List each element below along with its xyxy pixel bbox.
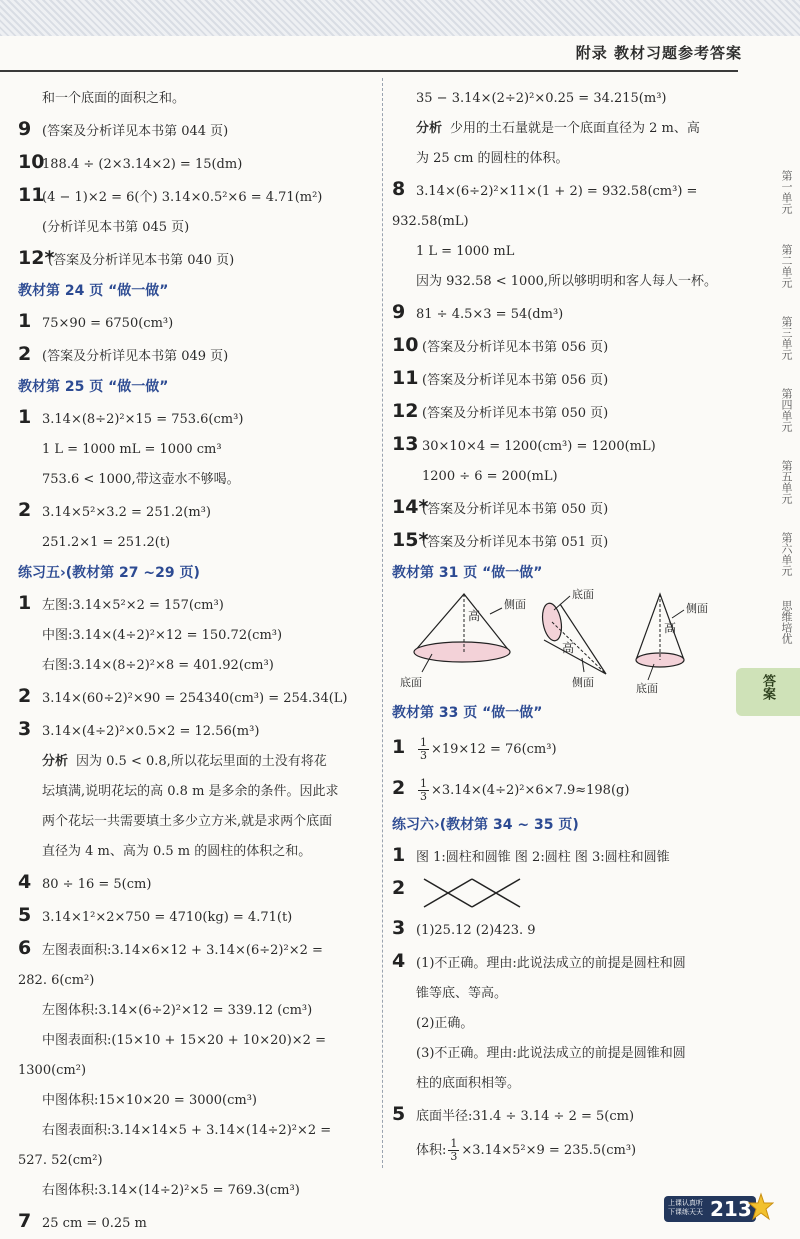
item-number: 1	[18, 406, 32, 428]
item-number: 11	[18, 184, 45, 206]
item-number: 13	[392, 433, 419, 455]
item-number: 12*	[18, 247, 55, 269]
label-cemian: 侧面	[504, 598, 526, 611]
analysis-label: 分析	[42, 754, 69, 769]
slogan-line: 下课练天天	[668, 1208, 703, 1216]
answer-text: 图 1:圆柱和圆锥 图 2:圆柱 图 3:圆柱和圆锥	[416, 850, 670, 865]
answer-ex5-7	[18, 1206, 374, 1239]
answer-text: ×19×12 = 76(cm³)	[431, 742, 557, 757]
item-number: 1	[392, 736, 406, 758]
fraction-numerator: 1	[420, 736, 427, 749]
item-number: 1	[392, 844, 406, 866]
page-number: 213	[710, 1197, 752, 1221]
item-number: 2	[18, 343, 32, 365]
item-number: 3	[18, 718, 32, 740]
answer-ex5-1	[18, 588, 374, 621]
answer-8	[392, 174, 737, 207]
section-heading: 教材第 25 页 “做一做”	[18, 379, 169, 395]
answer-9	[18, 114, 374, 147]
side-pointer	[672, 610, 684, 618]
page-header-title: 附录 教材习题参考答案	[575, 44, 742, 62]
answer-13	[392, 429, 737, 462]
fraction-denominator: 3	[450, 1150, 458, 1163]
cone-diagram	[392, 588, 737, 698]
line: 右图表面积:3.14×14×5 + 3.14×(14÷2)²×2 =	[42, 1123, 332, 1138]
answer-text: 3.14×(60÷2)²×90 = 254340(cm³) = 254.34(L)	[42, 691, 348, 706]
answer-text: 30×10×4 = 1200(cm³) = 1200(mL)	[422, 439, 656, 454]
answer-p25-1	[18, 402, 374, 435]
item-number: 12	[392, 400, 419, 422]
line: 中图表面积:(15×10 + 15×20 + 10×20)×2 =	[42, 1033, 326, 1048]
item-number: 7	[18, 1210, 32, 1232]
item-number: 11	[392, 367, 419, 389]
section-heading: 教材第 24 页 “做一做”	[18, 283, 169, 299]
answer-text: (答案及分析详见本书第 040 页)	[48, 253, 235, 268]
answer-text: (答案及分析详见本书第 049 页)	[42, 349, 229, 364]
fraction-numerator: 1	[450, 1137, 458, 1150]
label-dimian: 底面	[636, 682, 658, 695]
line-text: ×3.14×5²×9 = 235.5(cm³)	[461, 1143, 637, 1158]
item-number: 6	[18, 937, 32, 959]
tab-unit-2[interactable]: 第二单元	[780, 244, 793, 288]
line: 1 L = 1000 mL = 1000 cm³	[42, 442, 222, 457]
answer-text: 80 ÷ 16 = 5(cm)	[42, 877, 152, 892]
fraction-one-third	[418, 778, 429, 803]
item-number: 1	[18, 592, 32, 614]
line-text: 少用的土石量就是一个底面直径为 2 m、高	[450, 121, 700, 136]
label-gao: 高	[468, 609, 481, 623]
answer-11	[18, 180, 374, 213]
line: 右图体积:3.14×(14÷2)²×5 = 769.3(cm³)	[42, 1183, 300, 1198]
answer-ex6-1	[392, 840, 737, 873]
line: 锥等底、等高。	[416, 986, 508, 1001]
line: 和一个底面的面积之和。	[42, 91, 186, 106]
item-number: 3	[392, 917, 406, 939]
answer-ex5-5	[18, 900, 374, 933]
answer-text: 3.14×(8÷2)²×15 = 753.6(cm³)	[42, 412, 244, 427]
answer-text: (答案及分析详见本书第 050 页)	[422, 502, 609, 517]
side-pointer	[490, 608, 502, 614]
line: 1 L = 1000 mL	[416, 244, 515, 259]
line: 1300(cm²)	[18, 1063, 87, 1078]
answer-text: (1)不正确。理由:此说法成立的前提是圆柱和圆	[416, 956, 686, 971]
top-pattern-bar	[0, 0, 800, 36]
answer-ex6-2	[392, 873, 737, 913]
answer-15	[392, 525, 737, 558]
item-number: 4	[392, 950, 406, 972]
answer-p33-2	[392, 769, 737, 810]
item-number: 15*	[392, 529, 429, 551]
section-heading: 教材第 33 页 “做一做”	[392, 705, 543, 721]
cone-figure	[392, 588, 737, 698]
line-prefix: 体积:	[416, 1143, 447, 1158]
line: 中图体积:15×10×20 = 3000(cm³)	[42, 1093, 257, 1108]
item-number: 9	[18, 118, 32, 140]
item-number: 2	[18, 499, 32, 521]
answer-10	[18, 147, 374, 180]
line: 中图:3.14×(4÷2)²×12 = 150.72(cm³)	[42, 628, 283, 643]
answer-text: ×3.14×(4÷2)²×6×7.9≈198(g)	[431, 783, 630, 798]
answer-text: (答案及分析详见本书第 050 页)	[422, 406, 609, 421]
item-number: 5	[392, 1103, 406, 1125]
answer-ex6-3	[392, 913, 737, 946]
tab-unit-6[interactable]: 第六单元	[780, 532, 793, 576]
answer-text: 3.14×5²×3.2 = 251.2(m³)	[42, 505, 211, 520]
answer-p24-2	[18, 339, 374, 372]
line: 直径为 4 m、高为 0.5 m 的圆柱的体积之和。	[42, 844, 312, 859]
item-number: 8	[392, 178, 406, 200]
item-number: 2	[18, 685, 32, 707]
fraction-denominator: 3	[420, 790, 427, 803]
item-number: 9	[392, 301, 406, 323]
label-dimian: 底面	[400, 676, 422, 689]
label-gao: 高	[562, 641, 575, 655]
label-cemian: 侧面	[572, 676, 594, 689]
line: 35 − 3.14×(2÷2)²×0.25 = 34.215(m³)	[416, 91, 667, 106]
item-number: 10	[392, 334, 419, 356]
answer-14	[392, 492, 737, 525]
line: 左图体积:3.14×(6÷2)²×12 = 339.12 (cm³)	[42, 1003, 313, 1018]
fraction-numerator: 1	[420, 777, 427, 790]
left-column	[18, 84, 374, 1239]
answer-ex6-4	[392, 946, 737, 979]
line-text: 因为 0.5 < 0.8,所以花坛里面的土没有将花	[76, 754, 327, 769]
matching-lines-diagram	[420, 875, 540, 911]
tab-thinking[interactable]: 思维培优	[780, 600, 793, 644]
line: 251.2×1 = 251.2(t)	[42, 535, 171, 550]
answer-text: 188.4 ÷ (2×3.14×2) = 15(dm)	[42, 157, 243, 172]
side-pointer	[582, 658, 584, 672]
line: 753.6 < 1000,带这壶水不够喝。	[42, 472, 240, 487]
answer-text: (答案及分析详见本书第 044 页)	[42, 124, 229, 139]
answer-11	[392, 363, 737, 396]
cone-2-outline	[544, 640, 606, 674]
item-number: 2	[392, 777, 406, 799]
fraction-one-third	[418, 737, 429, 762]
answer-p33-1	[392, 728, 737, 769]
tab-unit-5[interactable]: 第五单元	[780, 460, 793, 504]
line: 282. 6(cm²)	[18, 973, 95, 988]
answer-ex6-5	[392, 1099, 737, 1132]
item-number: 5	[18, 904, 32, 926]
cone-2-height	[552, 622, 606, 674]
tab-unit-1[interactable]: 第一单元	[780, 170, 793, 214]
answer-text: 左图表面积:3.14×6×12 + 3.14×(6÷2)²×2 =	[42, 943, 323, 958]
label-cemian: 侧面	[686, 602, 708, 615]
answer-ex5-6	[18, 933, 374, 966]
line: (2)正确。	[416, 1016, 474, 1031]
item-number: 4	[18, 871, 32, 893]
answer-12	[18, 243, 374, 276]
label-gao: 高	[664, 621, 677, 635]
answer-text: 3.14×1²×2×750 = 4710(kg) = 4.71(t)	[42, 910, 293, 925]
answer-text: (1)25.12 (2)423. 9	[416, 923, 536, 938]
answer-ex6-5b	[392, 1132, 737, 1170]
line: 坛填满,说明花坛的高 0.8 m 是多余的条件。因此求	[42, 784, 339, 799]
item-number: 14*	[392, 496, 429, 518]
line: (分析详见本书第 045 页)	[42, 220, 190, 235]
line: (3)不正确。理由:此说法成立的前提是圆锥和圆	[416, 1046, 686, 1061]
answer-text: 3.14×(6÷2)²×11×(1 + 2) = 932.58(cm³) =	[416, 184, 698, 199]
tab-unit-3[interactable]: 第三单元	[780, 316, 793, 360]
item-number: 10	[18, 151, 45, 173]
answer-9	[392, 297, 737, 330]
fraction-denominator: 3	[420, 749, 427, 762]
line: 为 25 cm 的圆柱的体积。	[416, 151, 569, 166]
answer-ex5-4	[18, 867, 374, 900]
tab-unit-4[interactable]: 第四单元	[780, 388, 793, 432]
line: 因为 932.58 < 1000,所以够明明和客人每人一杯。	[416, 274, 717, 289]
answer-text: 左图:3.14×5²×2 = 157(cm³)	[42, 598, 224, 613]
item-number: 2	[392, 877, 406, 899]
line: 1200 ÷ 6 = 200(mL)	[422, 469, 558, 484]
section-heading: 练习五›(教材第 27 ~29 页)	[18, 565, 200, 581]
page-number-badge	[664, 1196, 756, 1222]
answer-text: (4 − 1)×2 = 6(个) 3.14×0.5²×6 = 4.71(m²)	[42, 190, 323, 205]
label-dimian: 底面	[572, 588, 594, 601]
cone-1-base	[414, 642, 510, 662]
section-heading: 教材第 31 页 “做一做”	[392, 565, 543, 581]
answer-12	[392, 396, 737, 429]
header-rule	[0, 70, 738, 72]
star-icon	[748, 1192, 774, 1222]
answer-ex5-3	[18, 714, 374, 747]
section-heading: 练习六›(教材第 34 ~ 35 页)	[392, 817, 579, 833]
slogan	[668, 1199, 703, 1217]
answer-text: 底面半径:31.4 ÷ 3.14 ÷ 2 = 5(cm)	[416, 1109, 635, 1124]
answer-p25-2	[18, 495, 374, 528]
column-divider	[382, 78, 384, 1168]
answer-text: 25 cm = 0.25 m	[42, 1216, 147, 1231]
answer-text: (答案及分析详见本书第 056 页)	[422, 373, 609, 388]
line: 右图:3.14×(8÷2)²×8 = 401.92(cm³)	[42, 658, 274, 673]
tab-answers-label: 答案	[760, 674, 775, 700]
answer-text: (答案及分析详见本书第 051 页)	[422, 535, 609, 550]
line: 两个花坛一共需要填土多少立方米,就是求两个底面	[42, 814, 333, 829]
answer-text: 75×90 = 6750(cm³)	[42, 316, 174, 331]
line: 柱的底面积相等。	[416, 1076, 521, 1091]
answer-p24-1	[18, 306, 374, 339]
answer-ex5-2	[18, 681, 374, 714]
slogan-line: 上课认真听	[668, 1199, 703, 1207]
analysis-line	[18, 747, 374, 777]
answer-text: 3.14×(4÷2)²×0.5×2 = 12.56(m³)	[42, 724, 260, 739]
analysis-label: 分析	[416, 121, 443, 136]
answer-text: 81 ÷ 4.5×3 = 54(dm³)	[416, 307, 564, 322]
answer-text: (答案及分析详见本书第 056 页)	[422, 340, 609, 355]
analysis-line	[392, 114, 737, 144]
line: 932.58(mL)	[392, 214, 469, 229]
item-number: 1	[18, 310, 32, 332]
line: 527. 52(cm²)	[18, 1153, 103, 1168]
fraction-one-third	[448, 1138, 459, 1163]
tab-answers-active[interactable]	[736, 668, 800, 716]
right-column	[392, 84, 737, 1170]
answer-10	[392, 330, 737, 363]
